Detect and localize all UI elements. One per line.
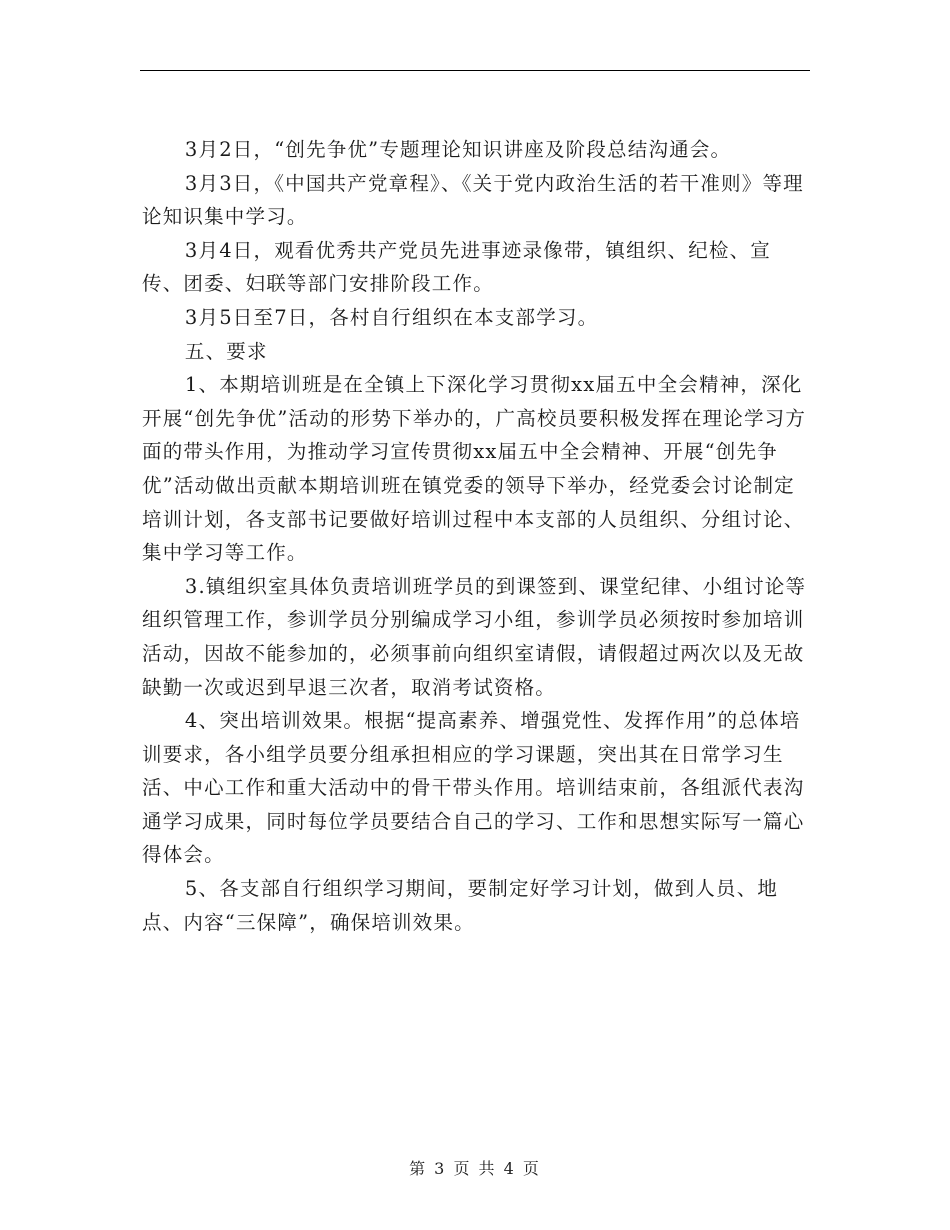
page-number-footer: 第 3 页 共 4 页	[409, 1159, 541, 1178]
paragraph-requirement-5: 5、各支部自行组织学习期间，要制定好学习计划，做到人员、地点、内容“三保障”，确保培训效果。	[142, 877, 779, 934]
paragraph-schedule-march-3: 3月3日，《中国共产党章程》、《关于党内政治生活的若干准则》等理论知识集中学习。	[142, 171, 804, 229]
paragraph-requirement-3: 3.镇组织室具体负责培训班学员的到课签到、课堂纪律、小组讨论等组织管理工作，参训学员分别编成学习小组，参训学员必须按时参加培训活动，因故不能参加的，必须事前向组织室请假，请假超过两次以及无故缺勤一次或迟到早退三次者，取消考试资格。	[142, 574, 807, 699]
paragraph-schedule-march-4: 3月4日，观看优秀共产党员先进事迹录像带，镇组织、纪检、宣传、团委、妇联等部门安排阶段工作。	[142, 238, 772, 296]
paragraph-requirement-4: 4、突出培训效果。根据“提高素养、增强党性、发挥作用”的总体培训要求，各小组学员要分组承担相应的学习课题，突出其在日常学习生活、中心工作和重大活动中的骨干带头作用。培训结束前，各组派代表沟通学习成果，同时每位学员要结合自己的学习、工作和思想实际写一篇心得体会。	[142, 709, 805, 867]
section-heading-requirements: 五、要求	[184, 339, 268, 363]
header-rule	[140, 70, 810, 71]
document-body	[142, 133, 810, 939]
paragraph-schedule-march-2: 3月2日，“创先争优”专题理论知识讲座及阶段总结沟通会。	[184, 138, 732, 161]
paragraph-schedule-march-5-7: 3月5日至7日，各村自行组织在本支部学习。	[184, 305, 599, 329]
paragraph-requirement-1: 1、本期培训班是在全镇上下深化学习贯彻xx届五中全会精神，深化开展“创先争优”活动的形势下举办的，广高校员要积极发挥在理论学习方面的带头作用，为推动学习宣传贯彻xx届五中全会精神、开展“创先争优”活动做出贡献本期培训班在镇党委的领导下举办，经党委会讨论制定培训计划，各支部书记要做好培训过程中本支部的人员组织、分组讨论、集中学习等工作。	[142, 373, 807, 565]
